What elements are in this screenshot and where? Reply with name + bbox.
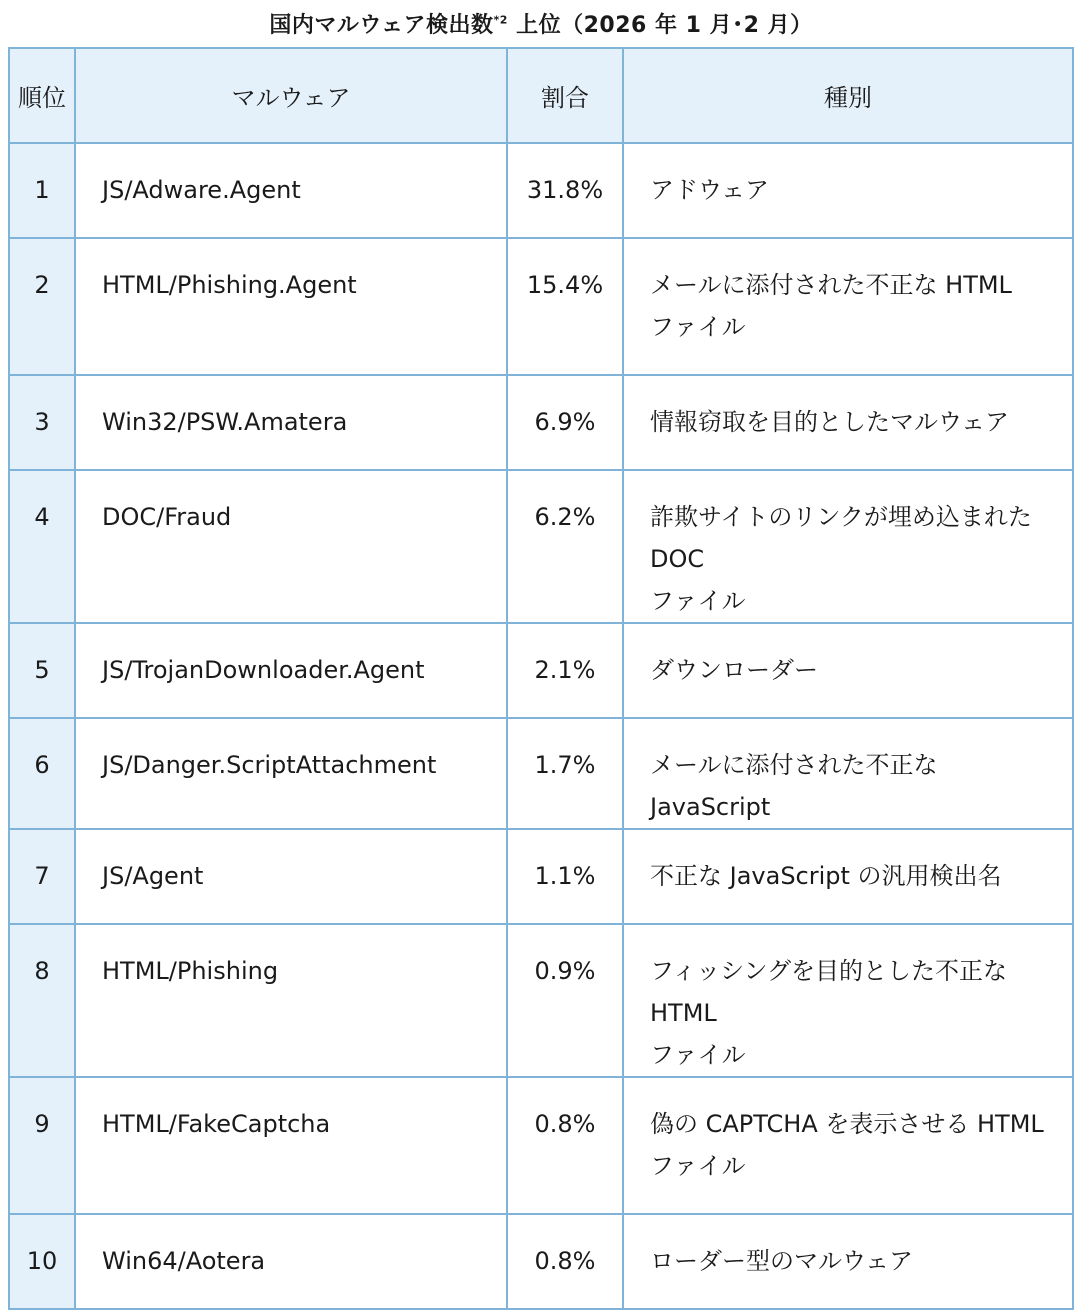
table-title-main: 国内マルウェア検出数 — [269, 13, 494, 38]
malware-name-cell: JS/Agent — [75, 829, 507, 924]
ratio-cell: 0.8% — [507, 1077, 623, 1214]
table-row — [9, 924, 1073, 1077]
table-row — [9, 375, 1073, 470]
ratio-cell: 1.1% — [507, 829, 623, 924]
header-type: 種別 — [623, 48, 1073, 143]
table-row — [9, 829, 1073, 924]
rank-cell: 8 — [9, 924, 75, 1077]
malware-name-cell: Win32/PSW.Amatera — [75, 375, 507, 470]
table-row — [9, 143, 1073, 238]
malware-name-cell: DOC/Fraud — [75, 470, 507, 623]
ratio-cell: 2.1% — [507, 623, 623, 718]
footnote-marker: *2 — [493, 13, 508, 27]
malware-name-cell: JS/Danger.ScriptAttachment — [75, 718, 507, 829]
table-row — [9, 1214, 1073, 1309]
header-row — [9, 48, 1073, 143]
ratio-cell: 1.7% — [507, 718, 623, 829]
rank-cell: 3 — [9, 375, 75, 470]
ratio-cell: 6.9% — [507, 375, 623, 470]
malware-name-cell: HTML/Phishing — [75, 924, 507, 1077]
ratio-cell: 15.4% — [507, 238, 623, 375]
header-ratio: 割合 — [507, 48, 623, 143]
table-row — [9, 1077, 1073, 1214]
ratio-cell: 0.8% — [507, 1214, 623, 1309]
table-body — [9, 143, 1073, 1309]
type-cell: メールに添付された不正な HTML ファイル — [623, 238, 1073, 375]
header-rank: 順位 — [9, 48, 75, 143]
malware-ranking-table — [8, 47, 1074, 1310]
rank-cell: 4 — [9, 470, 75, 623]
malware-name-cell: Win64/Aotera — [75, 1214, 507, 1309]
rank-cell: 7 — [9, 829, 75, 924]
type-cell: アドウェア — [623, 143, 1073, 238]
rank-cell: 10 — [9, 1214, 75, 1309]
type-cell: ダウンローダー — [623, 623, 1073, 718]
type-cell: フィッシングを目的とした不正な HTML ファイル — [623, 924, 1073, 1077]
ratio-cell: 31.8% — [507, 143, 623, 238]
rank-cell: 1 — [9, 143, 75, 238]
malware-name-cell: HTML/Phishing.Agent — [75, 238, 507, 375]
rank-cell: 6 — [9, 718, 75, 829]
table-title — [0, 8, 1082, 44]
ratio-cell: 0.9% — [507, 924, 623, 1077]
type-cell: 不正な JavaScript の汎用検出名 — [623, 829, 1073, 924]
table-row — [9, 718, 1073, 829]
table-row — [9, 623, 1073, 718]
table-row — [9, 238, 1073, 375]
type-cell: 偽の CAPTCHA を表示させる HTML ファイル — [623, 1077, 1073, 1214]
table-title-suffix: 上位（2026 年 1 月･2 月） — [507, 13, 813, 38]
rank-cell: 5 — [9, 623, 75, 718]
rank-cell: 9 — [9, 1077, 75, 1214]
malware-name-cell: HTML/FakeCaptcha — [75, 1077, 507, 1214]
type-cell: 詐欺サイトのリンクが埋め込まれた DOC ファイル — [623, 470, 1073, 623]
header-malware: マルウェア — [75, 48, 507, 143]
table-row — [9, 470, 1073, 623]
ratio-cell: 6.2% — [507, 470, 623, 623]
malware-name-cell: JS/TrojanDownloader.Agent — [75, 623, 507, 718]
type-cell: 情報窃取を目的としたマルウェア — [623, 375, 1073, 470]
malware-name-cell: JS/Adware.Agent — [75, 143, 507, 238]
type-cell: ローダー型のマルウェア — [623, 1214, 1073, 1309]
rank-cell: 2 — [9, 238, 75, 375]
type-cell: メールに添付された不正な JavaScript — [623, 718, 1073, 829]
